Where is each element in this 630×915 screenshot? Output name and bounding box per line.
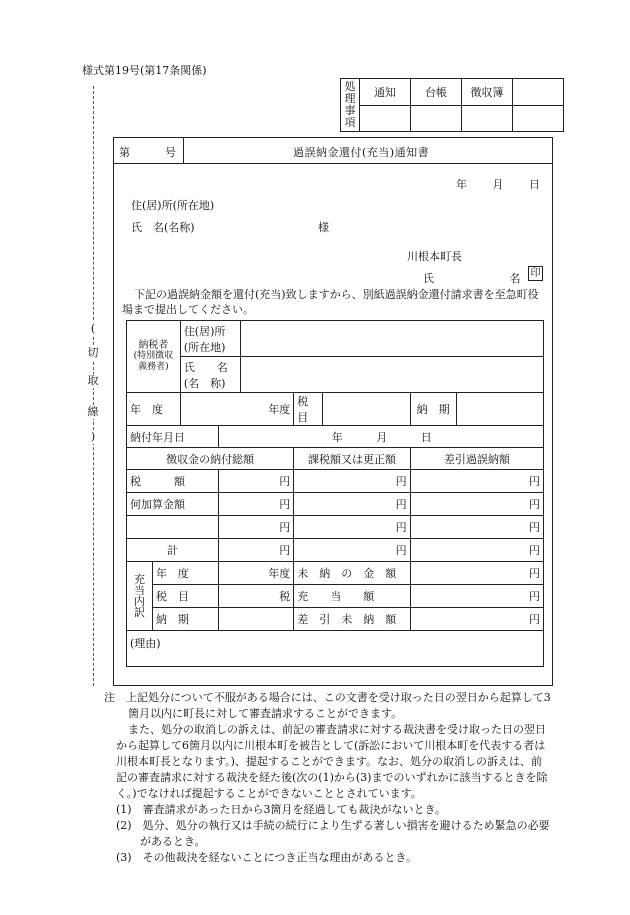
col-header-overpaid: 差引過誤納額 xyxy=(410,448,543,470)
taxpayer-name-label-2: (名 称) xyxy=(183,376,226,390)
amount-assessed-field[interactable]: 円 xyxy=(294,539,410,562)
payment-date-month: 月 xyxy=(376,430,388,444)
amount-row-label xyxy=(127,516,219,539)
payment-period-label: 納 期 xyxy=(410,393,456,426)
amount-row-label: 計 xyxy=(127,539,219,562)
seal-mark: 印 xyxy=(528,266,543,281)
notes-paragraph-1: 上記処分について不服がある場合には、この文書を受け取った日の翌日から起算して3箇月以内に町長に対して審査請求することができます。 xyxy=(126,691,551,720)
processing-label-char: 項 xyxy=(344,116,356,129)
processing-cell[interactable] xyxy=(360,105,411,132)
issuer-name-label: 名 xyxy=(509,272,521,285)
cut-line-char: 線 xyxy=(87,405,99,418)
allocation-left-field[interactable]: 年度 xyxy=(218,562,294,585)
allocation-amount-field[interactable]: 円 xyxy=(410,608,543,631)
allocation-amount-field[interactable]: 円 xyxy=(410,562,543,585)
intro-text: 下記の過誤納金額を還付(充当)致しますから、別紙過誤納金還付請求書を至急町役場まで提出してください。 xyxy=(122,288,539,316)
amount-row xyxy=(127,539,544,562)
processing-label-char: 事 xyxy=(344,104,356,117)
reason-label: (理由) xyxy=(130,637,161,650)
processing-col-ledger: 台帳 xyxy=(411,79,462,106)
issue-date[interactable] xyxy=(456,176,540,192)
taxpayer-label: 納税者 xyxy=(138,340,169,351)
amount-total-field[interactable]: 円 xyxy=(218,493,294,516)
taxpayer-name-field[interactable] xyxy=(240,357,543,393)
notes-paragraph-2: また、処分の取消しの訴えは、前記の審査請求に対する裁決書を受け取った日の翌日から起算して6箇月以内に川根本町を被告として(訴訟において川根本町を代表する者は川根本町長となります。)、提起することができます。なお、処分の取消しの訴えは、前記の審査請求に対する裁決を経た後(次の(1)から(3)までのいずれかに該当するときを除く。)でなければ提起することができないこととされています。 xyxy=(116,723,548,800)
notes-item-2: (2) 処分、処分の執行又は手続の続行により生ずる著しい損害を避けるため緊急の必要があるとき。 xyxy=(116,819,550,848)
taxpayer-address-label-2: (所在地) xyxy=(183,340,226,354)
taxpayer-address-label-1: 住(居)所 xyxy=(183,324,226,338)
amount-total-field[interactable]: 円 xyxy=(218,539,294,562)
amount-overpaid-field[interactable]: 円 xyxy=(410,539,543,562)
allocation-label-char: 訳 xyxy=(133,606,145,619)
payment-date-field[interactable] xyxy=(218,426,543,448)
payment-period-field[interactable] xyxy=(456,393,543,426)
issuer-title: 川根本町長 xyxy=(407,250,462,263)
allocation-label-char: 充 xyxy=(133,573,145,586)
col-header-total-paid: 徴収金の納付総額 xyxy=(127,448,294,470)
processing-col-collection: 徴収簿 xyxy=(462,79,513,106)
allocation-amount-field[interactable]: 円 xyxy=(410,585,543,608)
notes-item-3: (3) その他裁決を経ないことにつき正当な理由があるとき。 xyxy=(116,851,417,864)
recipient-address-label: 住(居)所(所在地) xyxy=(131,199,215,212)
cut-line-char: ) xyxy=(86,430,100,444)
issuer-name-line xyxy=(423,270,521,286)
notes-item-1: (1) 審査請求があった日から3箇月を経過しても裁決がないとき。 xyxy=(116,803,447,816)
allocation-label-char: 当 xyxy=(133,584,145,597)
fiscal-year-field[interactable]: 年度 xyxy=(180,393,293,426)
allocation-row-label: 納 期 xyxy=(152,608,218,631)
processing-cell[interactable] xyxy=(411,105,462,132)
date-year: 年 xyxy=(456,178,467,191)
notes xyxy=(104,690,552,866)
amount-assessed-field[interactable]: 円 xyxy=(294,516,410,539)
notes-prefix: 注 xyxy=(104,691,115,704)
amount-overpaid-field[interactable]: 円 xyxy=(410,516,543,539)
cut-line-char: 切 xyxy=(87,346,99,359)
taxpayer-name-label xyxy=(180,357,240,393)
payment-date-day: 日 xyxy=(420,430,432,444)
processing-label-char: 理 xyxy=(344,92,356,105)
allocation-right-label: 差 引 未 納 額 xyxy=(294,608,410,631)
payment-date-year: 年 xyxy=(331,430,343,444)
taxpayer-label-sub: (特別徴収義務者) xyxy=(133,351,174,372)
taxpayer-group-label xyxy=(127,321,181,393)
taxpayer-address-field[interactable] xyxy=(240,321,543,357)
processing-cell[interactable] xyxy=(513,105,564,132)
tax-item-label: 税 目 xyxy=(294,393,323,426)
recipient-name-label: 氏 名(名称) xyxy=(131,221,195,234)
amount-overpaid-field[interactable]: 円 xyxy=(410,493,543,516)
title-row xyxy=(113,137,553,164)
processing-label-char: 処 xyxy=(344,80,356,93)
issuer-name-label: 氏 xyxy=(423,272,434,285)
allocation-label-char: 内 xyxy=(133,595,145,608)
date-day: 日 xyxy=(529,178,540,191)
cut-line-char: 取 xyxy=(87,374,99,387)
allocation-label xyxy=(127,562,153,631)
processing-col-notice: 通知 xyxy=(360,79,411,106)
tax-item-field[interactable] xyxy=(323,393,410,426)
amount-assessed-field[interactable]: 円 xyxy=(294,470,410,493)
amount-assessed-field[interactable]: 円 xyxy=(294,493,410,516)
allocation-row-label: 税 目 xyxy=(152,585,218,608)
amount-row-label: 何加算金額 xyxy=(127,493,219,516)
taxpayer-name-label-1: 氏 名 xyxy=(183,360,228,374)
recipient-honorific: 様 xyxy=(318,221,329,234)
allocation-left-field[interactable] xyxy=(218,608,294,631)
cut-line-char: ( xyxy=(86,322,100,336)
document-title: 過誤納金還付(充当)通知書 xyxy=(293,146,430,159)
processing-cell[interactable] xyxy=(462,105,513,132)
allocation-row-label: 年 度 xyxy=(152,562,218,585)
payment-date-label: 納付年月日 xyxy=(127,426,219,448)
amount-row xyxy=(127,470,544,493)
number-suffix: 号 xyxy=(165,146,176,159)
processing-table xyxy=(340,78,564,132)
amount-row xyxy=(127,493,544,516)
taxpayer-address-label xyxy=(180,321,240,357)
processing-label xyxy=(341,79,360,132)
amount-overpaid-field[interactable]: 円 xyxy=(410,470,543,493)
processing-col-blank xyxy=(513,79,564,106)
main-table xyxy=(126,320,544,667)
amount-total-field[interactable]: 円 xyxy=(218,470,294,493)
amount-row xyxy=(127,516,544,539)
fiscal-year-label: 年 度 xyxy=(127,393,181,426)
number-label: 第 xyxy=(119,146,130,159)
number-field[interactable] xyxy=(113,137,184,163)
allocation-left-field[interactable]: 税 xyxy=(218,585,294,608)
amount-row-label: 税 額 xyxy=(127,470,219,493)
reason-field[interactable] xyxy=(127,631,544,667)
allocation-right-label: 充 当 額 xyxy=(294,585,410,608)
amount-total-field[interactable]: 円 xyxy=(218,516,294,539)
form-number: 様式第19号(第17条関係) xyxy=(82,64,207,77)
col-header-assessed: 課税額又は更正額 xyxy=(294,448,410,470)
allocation-right-label: 未 納 の 金 額 xyxy=(294,562,410,585)
date-month: 月 xyxy=(492,178,504,191)
